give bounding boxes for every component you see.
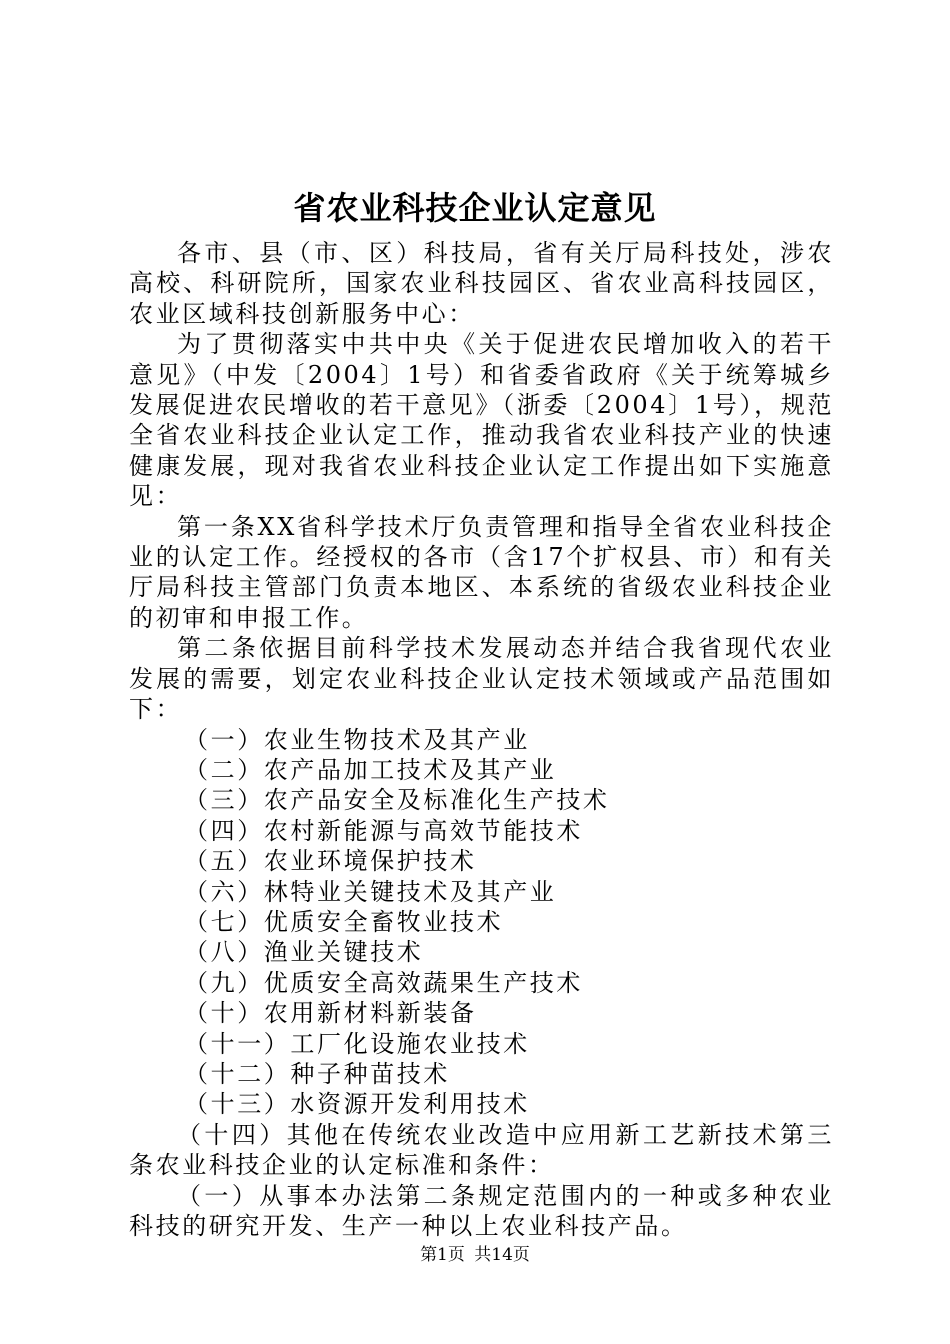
list-item: （一）农业生物技术及其产业 [184, 725, 530, 754]
list-item: （五）农业环境保护技术 [184, 847, 477, 876]
list-item: （七）优质安全畜牧业技术 [184, 907, 504, 936]
page-number: 第1页 [420, 1245, 465, 1265]
paragraph-addressees: 各市、县（市、区）科技局，省有关厅局科技处，涉农高校、科研院所，国家农业科技园区、省农业高科技园区，农业区域科技创新服务中心： [129, 239, 834, 328]
list-item: （十）农用新材料新装备 [184, 999, 477, 1028]
paragraph-intro: 为了贯彻落实中共中央《关于促进农民增加收入的若干意见》（中发〔2004〕1号）和省委省政府《关于统筹城乡发展促进农民增收的若干意见》（浙委〔2004〕1号），规范全省农业科技企业认定工作，推动我省农业科技产业的快速健康发展，现对我省农业科技企业认定工作提出如下实施意见： [129, 330, 834, 511]
document-title: 省农业科技企业认定意见 [293, 189, 657, 227]
list-item: （六）林特业关键技术及其产业 [184, 877, 557, 906]
list-item: （十一）工厂化设施农业技术 [184, 1029, 530, 1058]
list-item: （九）优质安全高效蔬果生产技术 [184, 968, 583, 997]
paragraph-article-2: 第二条依据目前科学技术发展动态并结合我省现代农业发展的需要，划定农业科技企业认定技术领域或产品范围如下： [129, 634, 834, 724]
list-item: （十三）水资源开发利用技术 [184, 1090, 530, 1119]
list-item: （十二）种子种苗技术 [184, 1059, 450, 1088]
paragraph-article-1: 第一条XX省科学技术厅负责管理和指导全省农业科技企业的认定工作。经授权的各市（含17个扩权县、市）和有关厅局科技主管部门负责本地区、本系统的省级农业科技企业的初审和申报工作。 [129, 512, 834, 632]
page-footer [0, 1244, 950, 1266]
page-total: 共14页 [474, 1245, 530, 1265]
document-body [129, 238, 834, 1241]
list-item: （二）农产品加工技术及其产业 [184, 755, 557, 784]
list-item: （四）农村新能源与高效节能技术 [184, 816, 583, 845]
paragraph-article-3: （十四）其他在传统农业改造中应用新工艺新技术第三条农业科技企业的认定标准和条件： [129, 1120, 834, 1180]
paragraph-condition-1: （一）从事本办法第二条规定范围内的一种或多种农业科技的研究开发、生产一种以上农业科技产品。 [129, 1181, 834, 1240]
list-item: （三）农产品安全及标准化生产技术 [184, 786, 610, 815]
list-item: （八）渔业关键技术 [184, 938, 424, 967]
